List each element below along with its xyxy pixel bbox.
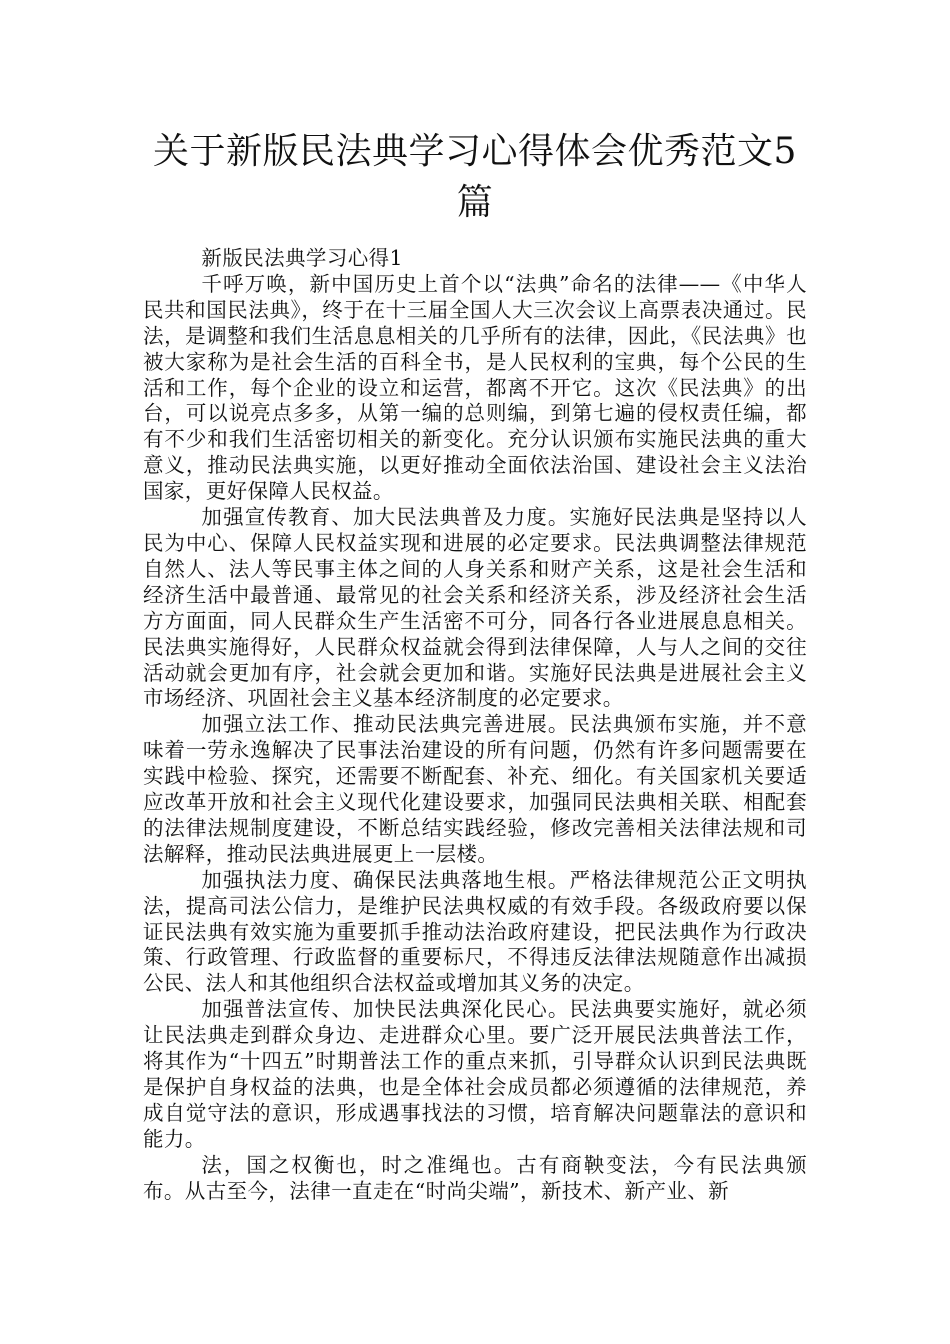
- body-paragraph: 加强立法工作、推动民法典完善进展。民法典颁布实施，并不意味着一劳永逸解决了民事法治建设的所有问题，仍然有许多问题需要在实践中检验、探究，还需要不断配套、补充、细化。有关国家机关要适应改革开放和社会主义现代化建设要求，加强同民法典相关联、相配套的法律法规制度建设，不断总结实践经验，修改完善相关法律法规和司法解释，推动民法典进展更上一层楼。: [143, 712, 807, 866]
- document-title: 关于新版民法典学习心得体会优秀范文5篇: [153, 131, 797, 223]
- body-paragraph: 加强执法力度、确保民法典落地生根。严格法律规范公正文明执法，提高司法公信力，是维护民法典权威的有效手段。各级政府要以保证民法典有效实施为重要抓手推动法治政府建设，把民法典作为行政决策、行政管理、行政监督的重要标尺，不得违反法律法规随意作出减损公民、法人和其他组织合法权益或增加其义务的决定。: [143, 867, 807, 996]
- section-heading: 新版民法典学习心得1: [201, 246, 403, 270]
- document-body: [143, 246, 807, 1205]
- body-paragraph: 千呼万唤，新中国历史上首个以“法典”命名的法律——《中华人民共和国民法典》，终于在十三届全国人大三次会议上高票表决通过。民法，是调整和我们生活息息相关的几乎所有的法律，因此，《民法典》也被大家称为是社会生活的百科全书，是人民权利的宝典，每个公民的生活和工作，每个企业的设立和运营，都离不开它。这次《民法典》的出台，可以说亮点多多，从第一编的总则编，到第七遍的侵权责任编，都有不少和我们生活密切相关的新变化。充分认识颁布实施民法典的重大意义，推动民法典实施，以更好推动全面依法治国、建设社会主义法治国家，更好保障人民权益。: [143, 271, 807, 504]
- body-paragraph: 加强宣传教育、加大民法典普及力度。实施好民法典是坚持以人民为中心、保障人民权益实现和进展的必定要求。民法典调整法律规范自然人、法人等民事主体之间的人身关系和财产关系，这是社会生活和经济生活中最普通、最常见的社会关系和经济关系，涉及经济社会生活方方面面，同人民群众生产生活密不可分，同各行各业进展息息相关。民法典实施得好，人民群众权益就会得到法律保障，人与人之间的交往活动就会更加有序，社会就会更加和谐。实施好民法典是进展社会主义市场经济、巩固社会主义基本经济制度的必定要求。: [143, 505, 807, 711]
- body-paragraph: 加强普法宣传、加快民法典深化民心。民法典要实施好，就必须让民法典走到群众身边、走进群众心里。要广泛开展民法典普法工作，将其作为“十四五”时期普法工作的重点来抓，引导群众认识到民法典既是保护自身权益的法典，也是全体社会成员都必须遵循的法律规范，养成自觉守法的意识，形成遇事找法的习惯，培育解决问题靠法的意识和能力。: [143, 997, 807, 1151]
- body-paragraph: 法，国之权衡也，时之准绳也。古有商鞅变法，今有民法典颁布。从古至今，法律一直走在“时尚尖端”，新技术、新产业、新: [143, 1152, 807, 1203]
